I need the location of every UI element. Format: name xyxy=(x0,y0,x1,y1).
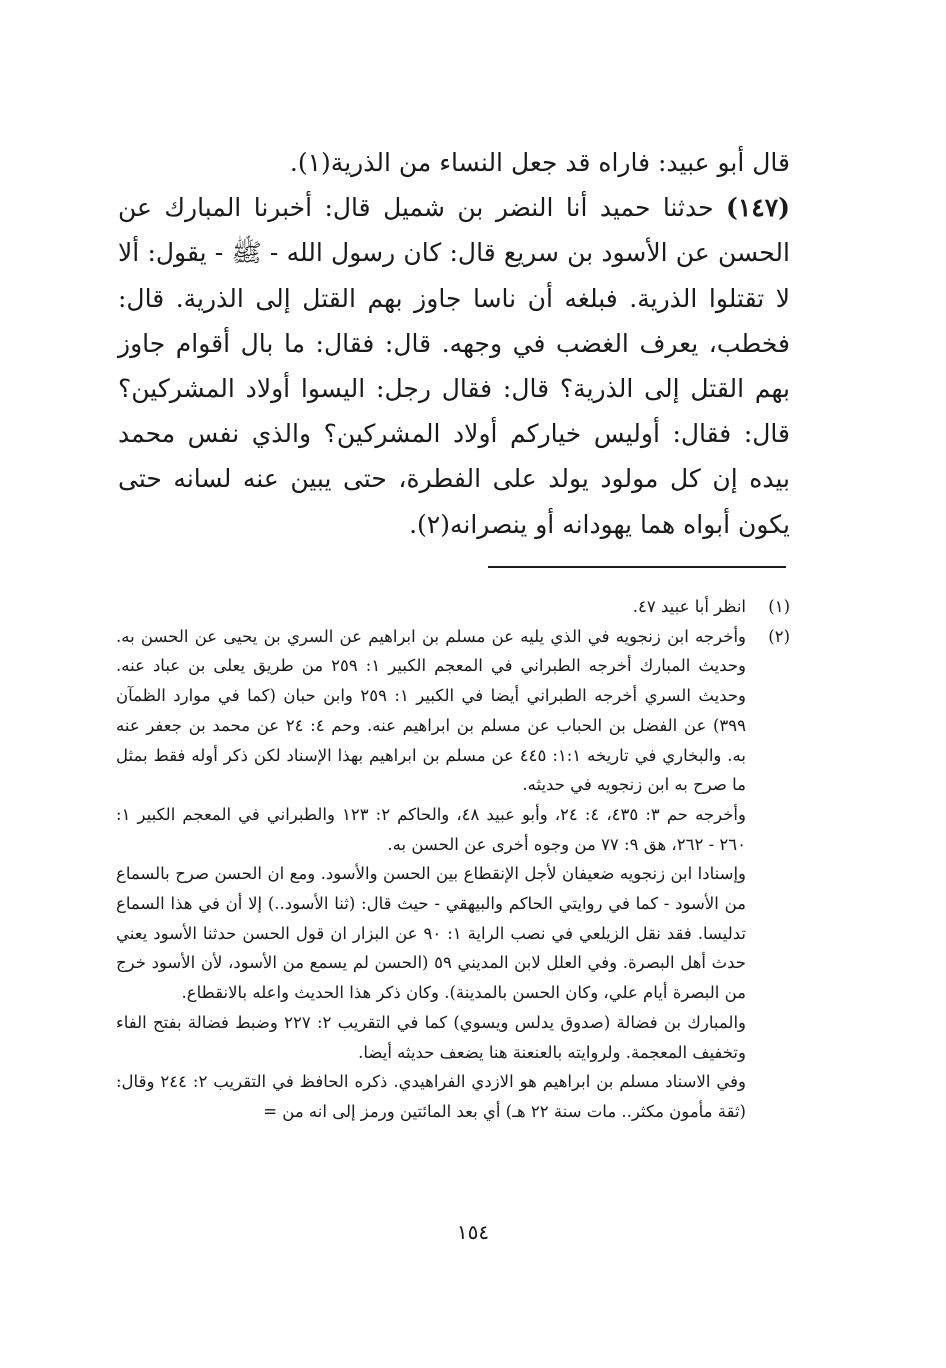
footnotes xyxy=(116,592,790,1127)
hadith-text: حدثنا حميد أنا النضر بن شميل قال: أخبرنا المبارك عن الحسن عن الأسود بن سريع قال: كان رسول الله - ﷺ - يقول: ألا لا تقتلوا الذرية. فبلغه أن ناسا جاوز بهم القتل إلى الذرية. قال: فخطب، يعرف الغضب في وجهه. قال: فقال: ما بال أقوام جاوز بهم القتل إلى الذرية؟ قال: فقال رجل: اليسوا أولاد المشركين؟ قال: فقال: أوليس خياركم أولاد المشركين؟ والذي نفس محمد بيده إن كل مولود يولد على الفطرة، حتى يبين عنه لسانه حتى يكون أبواه هما يهودانه أو ينصرانه(٢). xyxy=(118,193,790,539)
footnote-body xyxy=(116,622,746,1127)
footnote-number: (١) xyxy=(768,597,790,616)
footnote-paragraph: وأخرجه حم ٣: ٤٣٥، ٤: ٢٤، وأبو عبيد ٤٨، والحاكم ٢: ١٢٣ والطبراني في المعجم الكبير ١: ٢٦٠ - ٢٦٢، هق ٩: ٧٧ من وجوه أخرى عن الحسن به. xyxy=(116,804,746,854)
footnote-paragraph: وفي الاسناد مسلم بن ابراهيم هو الازدي الفراهيدي. ذكره الحافظ في التقريب ٢: ٢٤٤ وقال: (ثقة مأمون مكثر.. مات سنة ٢٢ هـ) أي بعد المائتين ورمز إلى انه من = xyxy=(116,1072,746,1121)
hadith-number: (١٤٧) xyxy=(726,193,790,223)
attribution-line: قال أبو عبيد: فاراه قد جعل النساء من الذرية(١). xyxy=(289,148,790,177)
footnote-paragraph: وأخرجه ابن زنجويه في الذي يليه عن مسلم بن ابراهيم عن السري بن يحيى عن الحسن به. وحديث المبارك أخرجه الطبراني في المعجم الكبير ١: ٢٥٩ من طريق يعلى بن عباد عنه. وحديث السري أخرجه الطبراني أيضا في الكبير ١: ٢٥٩ وابن حبان (كما في موارد الظمآن ٣٩٩) عن الفضل بن الحباب عن مسلم بن ابراهيم عنه. وحم ٤: ٢٤ عن محمد بن جعفر عنه به. والبخاري في تاريخه ١:١: ٤٤٥ عن مسلم بن ابراهيم بهذا الإسناد لكن ذكر أوله فقط بمثل ما صرح به ابن زنجويه في حديثه. xyxy=(116,626,747,795)
footnote-body xyxy=(116,592,746,622)
footnote xyxy=(116,592,790,622)
page-number: ١٥٤ xyxy=(456,1220,490,1244)
main-text xyxy=(118,140,790,547)
footnote xyxy=(116,622,790,1127)
footnote-paragraph: والمبارك بن فضالة (صدوق يدلس ويسوي) كما في التقريب ٢: ٢٢٧ وضبط فضالة بفتح الفاء وتخفيف المعجمة. ولروايته بالعنعنة هنا يضعف حديثه أيضا. xyxy=(116,1012,746,1062)
footnote-number: (٢) xyxy=(768,626,790,646)
footnote-separator xyxy=(488,566,786,568)
footnote-paragraph: انظر أبا عبيد ٤٧. xyxy=(632,597,746,616)
footnote-paragraph: وإسنادا ابن زنجويه ضعيفان لأجل الإنقطاع بين الحسن والأسود. ومع ان الحسن صرح بالسماع من الأسود - كما في روايتي الحاكم والبيهقي - حيث قال: (ثنا الأسود..) إلا أن في هذا السماع تدليسا. فقد نقل الزيلعي في نصب الراية ١: ٩٠ عن البزار ان قول الحسن حدثنا الأسود يعني حدث أهل البصرة. وفي العلل لابن المديني ٥٩ (الحسن لم يسمع من الأسود، لأن الأسود خرج من البصرة أيام علي، وكان الحسن بالمدينة). وكان ذكر هذا الحديث واعله بالانقطاع. xyxy=(116,864,746,1003)
hadith-paragraph xyxy=(118,185,790,547)
